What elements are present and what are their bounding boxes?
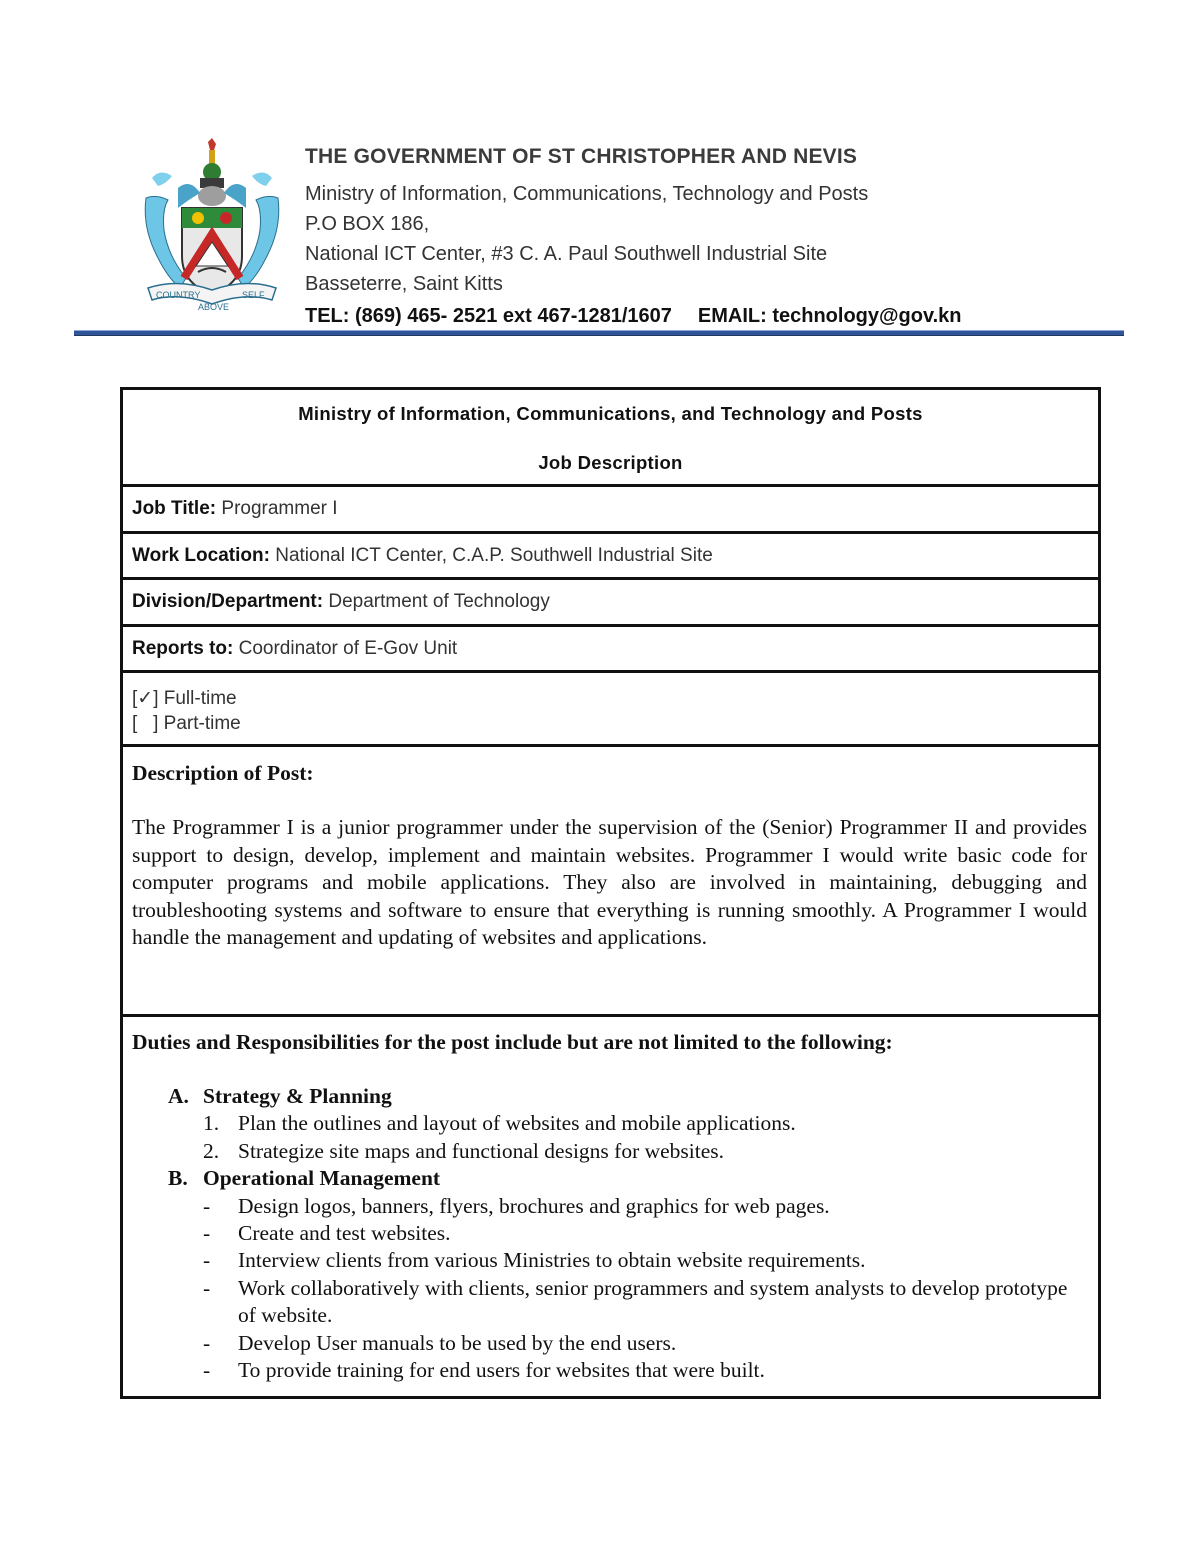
duty-section xyxy=(132,1083,1089,1110)
duty-item-marker: - xyxy=(203,1248,211,1273)
duty-item-text: Create and test websites. xyxy=(238,1221,451,1246)
duty-item-text: To provide training for end users for websites that were built. xyxy=(238,1358,765,1383)
duty-item-marker: 2. xyxy=(203,1138,220,1163)
duty-item xyxy=(132,1247,1089,1274)
duty-item-text: Interview clients from various Ministries to obtain website requirements. xyxy=(238,1248,866,1273)
duty-section-label: B. xyxy=(168,1166,188,1191)
work-location-value: National ICT Center, C.A.P. Southwell Industrial Site xyxy=(275,544,713,566)
duty-item-marker: - xyxy=(203,1358,211,1383)
job-description-table xyxy=(120,387,1101,1399)
duty-section-title: Strategy & Planning xyxy=(203,1084,392,1108)
table-header xyxy=(123,390,1098,487)
street-address: National ICT Center, #3 C. A. Paul Southwell Industrial Site xyxy=(305,243,828,265)
job-title-row xyxy=(123,487,1098,534)
reports-to-row xyxy=(123,627,1098,674)
description-row xyxy=(123,747,1098,1017)
ministry-name: Ministry of Information, Communications, Technology and Posts xyxy=(305,183,869,205)
telephone: TEL: (869) 465- 2521 ext 467-1281/1607 xyxy=(305,305,672,327)
employment-type-row xyxy=(123,673,1098,747)
duties-heading: Duties and Responsibilities for the post include but are not limited to the following: xyxy=(132,1030,893,1054)
reports-to-value: Coordinator of E-Gov Unit xyxy=(238,637,458,659)
work-location-row xyxy=(123,534,1098,581)
crest-motto-left: COUNTRY xyxy=(156,290,201,300)
parttime-checkbox: [ ] Part-time xyxy=(132,713,241,734)
work-location-label: Work Location: xyxy=(132,544,270,566)
duty-item xyxy=(132,1330,1089,1357)
division-label: Division/Department: xyxy=(132,591,324,612)
contact-line xyxy=(305,301,1125,331)
duty-item-text: Work collaboratively with clients, senior programmers and system analysts to develop prototype of website. xyxy=(238,1275,1068,1328)
duty-item-text: Develop User manuals to be used by the end users. xyxy=(238,1330,677,1355)
duty-item-text: Design logos, banners, flyers, brochures and graphics for web pages. xyxy=(238,1193,830,1218)
duty-item xyxy=(132,1220,1089,1247)
ministry-heading: Ministry of Information, Communications, and Technology and Posts xyxy=(298,403,923,424)
duty-item-marker: - xyxy=(203,1221,211,1246)
duty-item-text: Plan the outlines and layout of websites and mobile applications. xyxy=(238,1111,796,1136)
email: EMAIL: technology@gov.kn xyxy=(697,305,962,327)
duty-section-title: Operational Management xyxy=(203,1166,441,1191)
duty-section-label: A. xyxy=(168,1084,189,1108)
document-heading: Job Description xyxy=(538,452,683,473)
duties-row xyxy=(123,1017,1098,1396)
duty-item-marker: 1. xyxy=(203,1111,220,1136)
duty-item xyxy=(132,1275,1089,1330)
duty-section xyxy=(132,1165,1089,1192)
duties-list xyxy=(132,1083,1089,1384)
duty-item-marker: - xyxy=(203,1330,211,1355)
division-row xyxy=(123,580,1098,627)
duty-item-text: Strategize site maps and functional designs for websites. xyxy=(238,1138,725,1163)
duty-item-marker: - xyxy=(203,1275,211,1300)
government-title: THE GOVERNMENT OF ST CHRISTOPHER AND NEVIS xyxy=(305,145,858,168)
description-body: The Programmer I is a junior programmer under the supervision of the (Senior) Programmer II and provides support to design, develop, implement and maintain websites. Programmer I would write basic code for computer programs and mobile applications. They also are involved in maintaining, debugging and troubleshooting systems and software to ensure that everything is running smoothly. A Programmer I would handle the management and updating of websites and applications. xyxy=(132,815,1087,950)
crest-motto-right: SELF xyxy=(242,290,265,300)
job-title-value: Programmer I xyxy=(221,498,338,519)
letterhead xyxy=(305,143,1125,331)
coat-of-arms-logo xyxy=(138,138,286,314)
reports-to-label: Reports to: xyxy=(132,637,234,659)
duty-item xyxy=(132,1357,1089,1384)
po-box: P.O BOX 186, xyxy=(305,213,430,235)
division-value: Department of Technology xyxy=(328,591,550,612)
letterhead-divider xyxy=(74,330,1124,336)
duty-item xyxy=(132,1110,1089,1137)
duty-item xyxy=(132,1138,1089,1165)
city: Basseterre, Saint Kitts xyxy=(305,273,503,295)
duty-item-marker: - xyxy=(203,1193,211,1218)
duty-item xyxy=(132,1193,1089,1220)
job-title-label: Job Title: xyxy=(132,498,217,519)
description-heading: Description of Post: xyxy=(132,761,314,785)
crest-motto-center: ABOVE xyxy=(198,302,230,312)
fulltime-checkbox: [✓] Full-time xyxy=(132,688,237,709)
